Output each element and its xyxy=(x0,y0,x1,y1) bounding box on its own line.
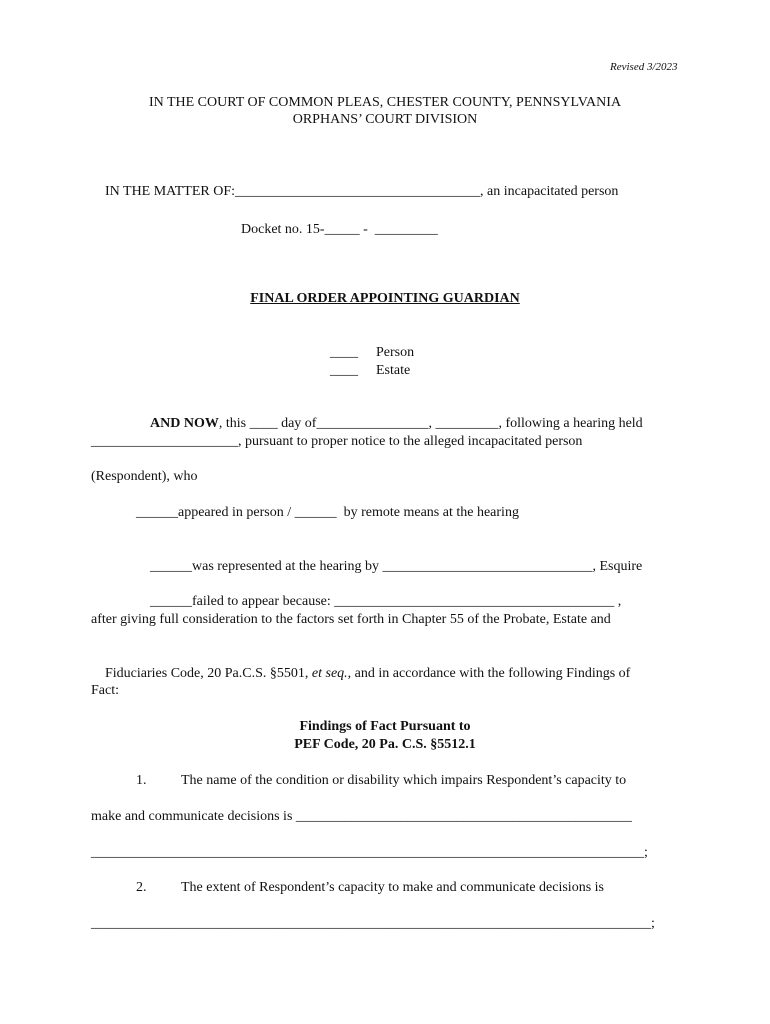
docket-blank-2[interactable]: _________ xyxy=(374,222,438,237)
code-citation-end: , and in accordance with the following Findings of xyxy=(347,666,631,681)
docket-separator: - xyxy=(359,222,375,237)
checkbox-person-blank[interactable]: ____ xyxy=(330,345,358,360)
code-citation: Fiduciaries Code, 20 Pa.C.S. §5501, xyxy=(105,666,312,681)
revision-note: Revised 3/2023 xyxy=(610,61,678,73)
checkbox-estate xyxy=(316,344,410,398)
finding-2-text: The extent of Respondent’s capacity to make and communicate decisions is xyxy=(181,880,604,895)
paragraph-line-3: (Respondent), who xyxy=(91,469,198,484)
docket-blank-1[interactable]: _____ xyxy=(324,222,360,237)
matter-label: IN THE MATTER OF: xyxy=(105,184,236,199)
finding-1-number: 1. xyxy=(136,773,147,788)
court-name: IN THE COURT OF COMMON PLEAS, CHESTER COUNTY, PENNSYLVANIA xyxy=(148,95,622,110)
paragraph-line-2[interactable]: _____________________, pursuant to proper notice to the alleged incapacitated person xyxy=(91,434,583,449)
docket-line xyxy=(227,203,438,257)
option-failed-end: , xyxy=(614,594,622,609)
attorney-name-blank[interactable]: ______________________________ xyxy=(382,559,593,574)
option-represented-text[interactable]: ______was represented at the hearing by xyxy=(150,559,383,574)
checkbox-estate-label: Estate xyxy=(376,363,411,378)
findings-heading-2: PEF Code, 20 Pa. C.S. §5512.1 xyxy=(294,737,476,752)
checkbox-estate-blank[interactable]: ____ xyxy=(330,363,358,378)
hearing-date-text[interactable]: , this ____ day of________________, _________, following a hearing held xyxy=(218,416,643,431)
paragraph-line-4: after giving full consideration to the factors set forth in Chapter 55 of the Probate, Estate and xyxy=(91,612,611,627)
finding-2-blank-line[interactable]: ________________________________________________________________________________; xyxy=(91,916,655,931)
court-division: ORPHANS’ COURT DIVISION xyxy=(292,112,478,127)
finding-1-text: The name of the condition or disability which impairs Respondent’s capacity to xyxy=(181,773,627,788)
option-failed-text[interactable]: ______failed to appear because: xyxy=(150,594,335,609)
failure-reason-blank[interactable]: ________________________________________ xyxy=(334,594,615,609)
and-now-label: AND NOW xyxy=(150,416,219,431)
docket-label: Docket no. 15- xyxy=(241,222,325,237)
finding-2-number: 2. xyxy=(136,880,147,895)
finding-1-blank-line[interactable]: _______________________________________________________________________________; xyxy=(91,845,648,860)
findings-heading-1: Findings of Fact Pursuant to xyxy=(299,719,471,734)
option-appeared[interactable]: ______appeared in person / ______ by remote means at the hearing xyxy=(136,505,519,520)
esquire-label: , Esquire xyxy=(592,559,643,574)
matter-suffix: , an incapacitated person xyxy=(480,184,619,199)
matter-name-blank[interactable]: ___________________________________ xyxy=(235,184,481,199)
checkbox-person-label: Person xyxy=(376,345,415,360)
paragraph-line-5 xyxy=(91,647,630,701)
paragraph-line-6: Fact: xyxy=(91,683,119,698)
order-title: FINAL ORDER APPOINTING GUARDIAN xyxy=(250,291,520,306)
finding-1-continued[interactable]: make and communicate decisions is ________________________________________________ xyxy=(91,809,632,824)
et-seq: et seq. xyxy=(311,666,348,681)
